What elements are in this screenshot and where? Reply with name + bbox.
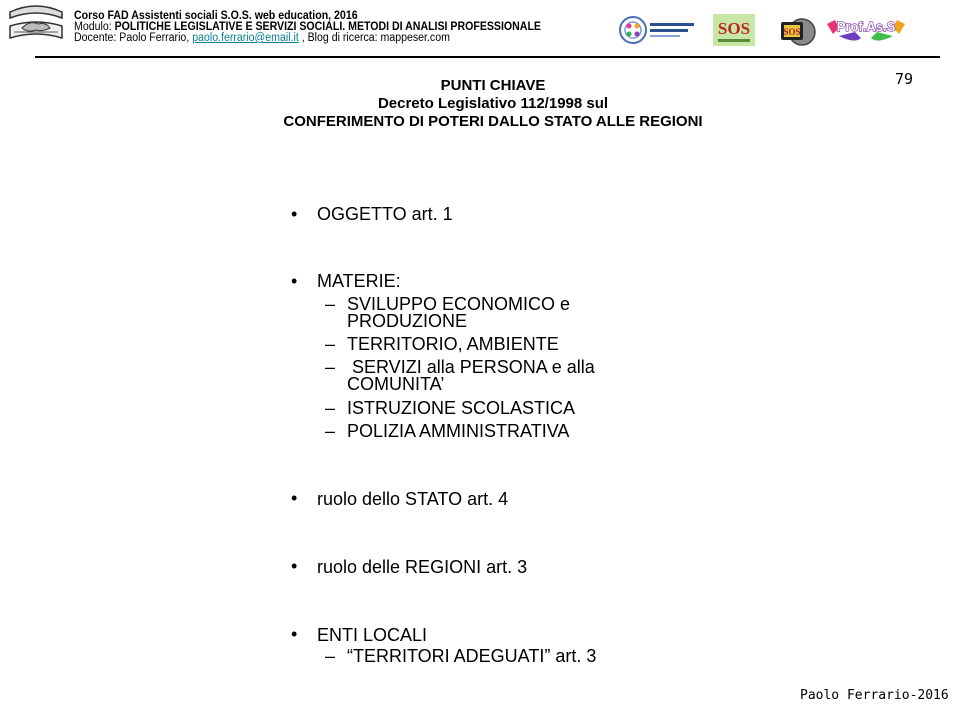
slide-title-line-3: CONFERIMENTO DI POTERI DALLO STATO ALLE REGIONI <box>283 113 703 130</box>
course-logo-icon <box>6 2 66 44</box>
slide-title-line-1: PUNTI CHIAVE <box>440 77 546 94</box>
teacher-email-link[interactable]: paolo.ferrario@email.it <box>192 32 299 44</box>
page-number: 79 <box>895 70 914 88</box>
header-separator <box>35 56 940 58</box>
bullet-icon: • <box>291 204 298 224</box>
sub-item-servizi-line-2: COMUNITA’ <box>347 374 445 394</box>
slide-title-line-2: Decreto Legislativo 112/1998 sul <box>377 95 609 112</box>
bullet-ruolo-regioni: ruolo delle REGIONI art. 3 <box>317 557 528 577</box>
module-title: POLITICHE LEGISLATIVE E SERVIZI SOCIALI. METODI DI ANALISI PROFESSIONALE <box>114 21 541 33</box>
bullet-materie: MATERIE: <box>317 271 401 291</box>
sub-item-istruzione: ISTRUZIONE SCOLASTICA <box>347 398 576 418</box>
bullet-enti-locali: ENTI LOCALI <box>317 625 428 645</box>
blog-text: , Blog di ricerca: mappeser.com <box>298 32 450 44</box>
sub-item-sviluppo-line-1: SVILUPPO ECONOMICO e <box>347 294 571 314</box>
sub-item-territori-adeguati: “TERRITORI ADEGUATI” art. 3 <box>347 646 597 666</box>
svg-text:Prof.As.S: Prof.As.S <box>836 19 896 34</box>
svg-text:SOS: SOS <box>717 19 751 38</box>
bullet-icon: • <box>291 624 298 644</box>
module-prefix: Modulo: <box>74 21 115 33</box>
sos-video-logo-icon <box>778 14 816 46</box>
sub-item-polizia: POLIZIA AMMINISTRATIVA <box>347 421 570 441</box>
prof-ass-logo-icon <box>825 14 907 46</box>
sub-item-sviluppo-line-2: PRODUZIONE <box>347 311 468 331</box>
sos-logo-icon <box>713 14 755 46</box>
dash-icon: – <box>325 334 336 354</box>
svg-text:SOS: SOS <box>783 27 801 37</box>
bullet-ruolo-stato: ruolo dello STATO art. 4 <box>317 489 509 509</box>
studio-professionale-logo-icon <box>618 14 702 46</box>
bullet-icon: • <box>291 488 298 508</box>
bullet-icon: • <box>291 556 298 576</box>
footer-author: Paolo Ferrario-2016 <box>800 688 949 703</box>
dash-icon: – <box>325 646 336 666</box>
teacher-line <box>74 32 450 44</box>
dash-icon: – <box>325 398 336 418</box>
sub-item-servizi-line-1: SERVIZI alla PERSONA e alla <box>347 357 595 377</box>
bullet-icon: • <box>291 271 298 291</box>
dash-icon: – <box>325 357 336 377</box>
dash-icon: – <box>325 294 336 314</box>
dash-icon: – <box>325 421 336 441</box>
course-title: Corso FAD Assistenti sociali S.O.S. web education, 2016 <box>74 10 358 22</box>
bullet-oggetto: OGGETTO art. 1 <box>317 204 453 224</box>
teacher-name: Docente: Paolo Ferrario, <box>74 32 193 44</box>
sub-item-territorio: TERRITORIO, AMBIENTE <box>347 334 559 354</box>
